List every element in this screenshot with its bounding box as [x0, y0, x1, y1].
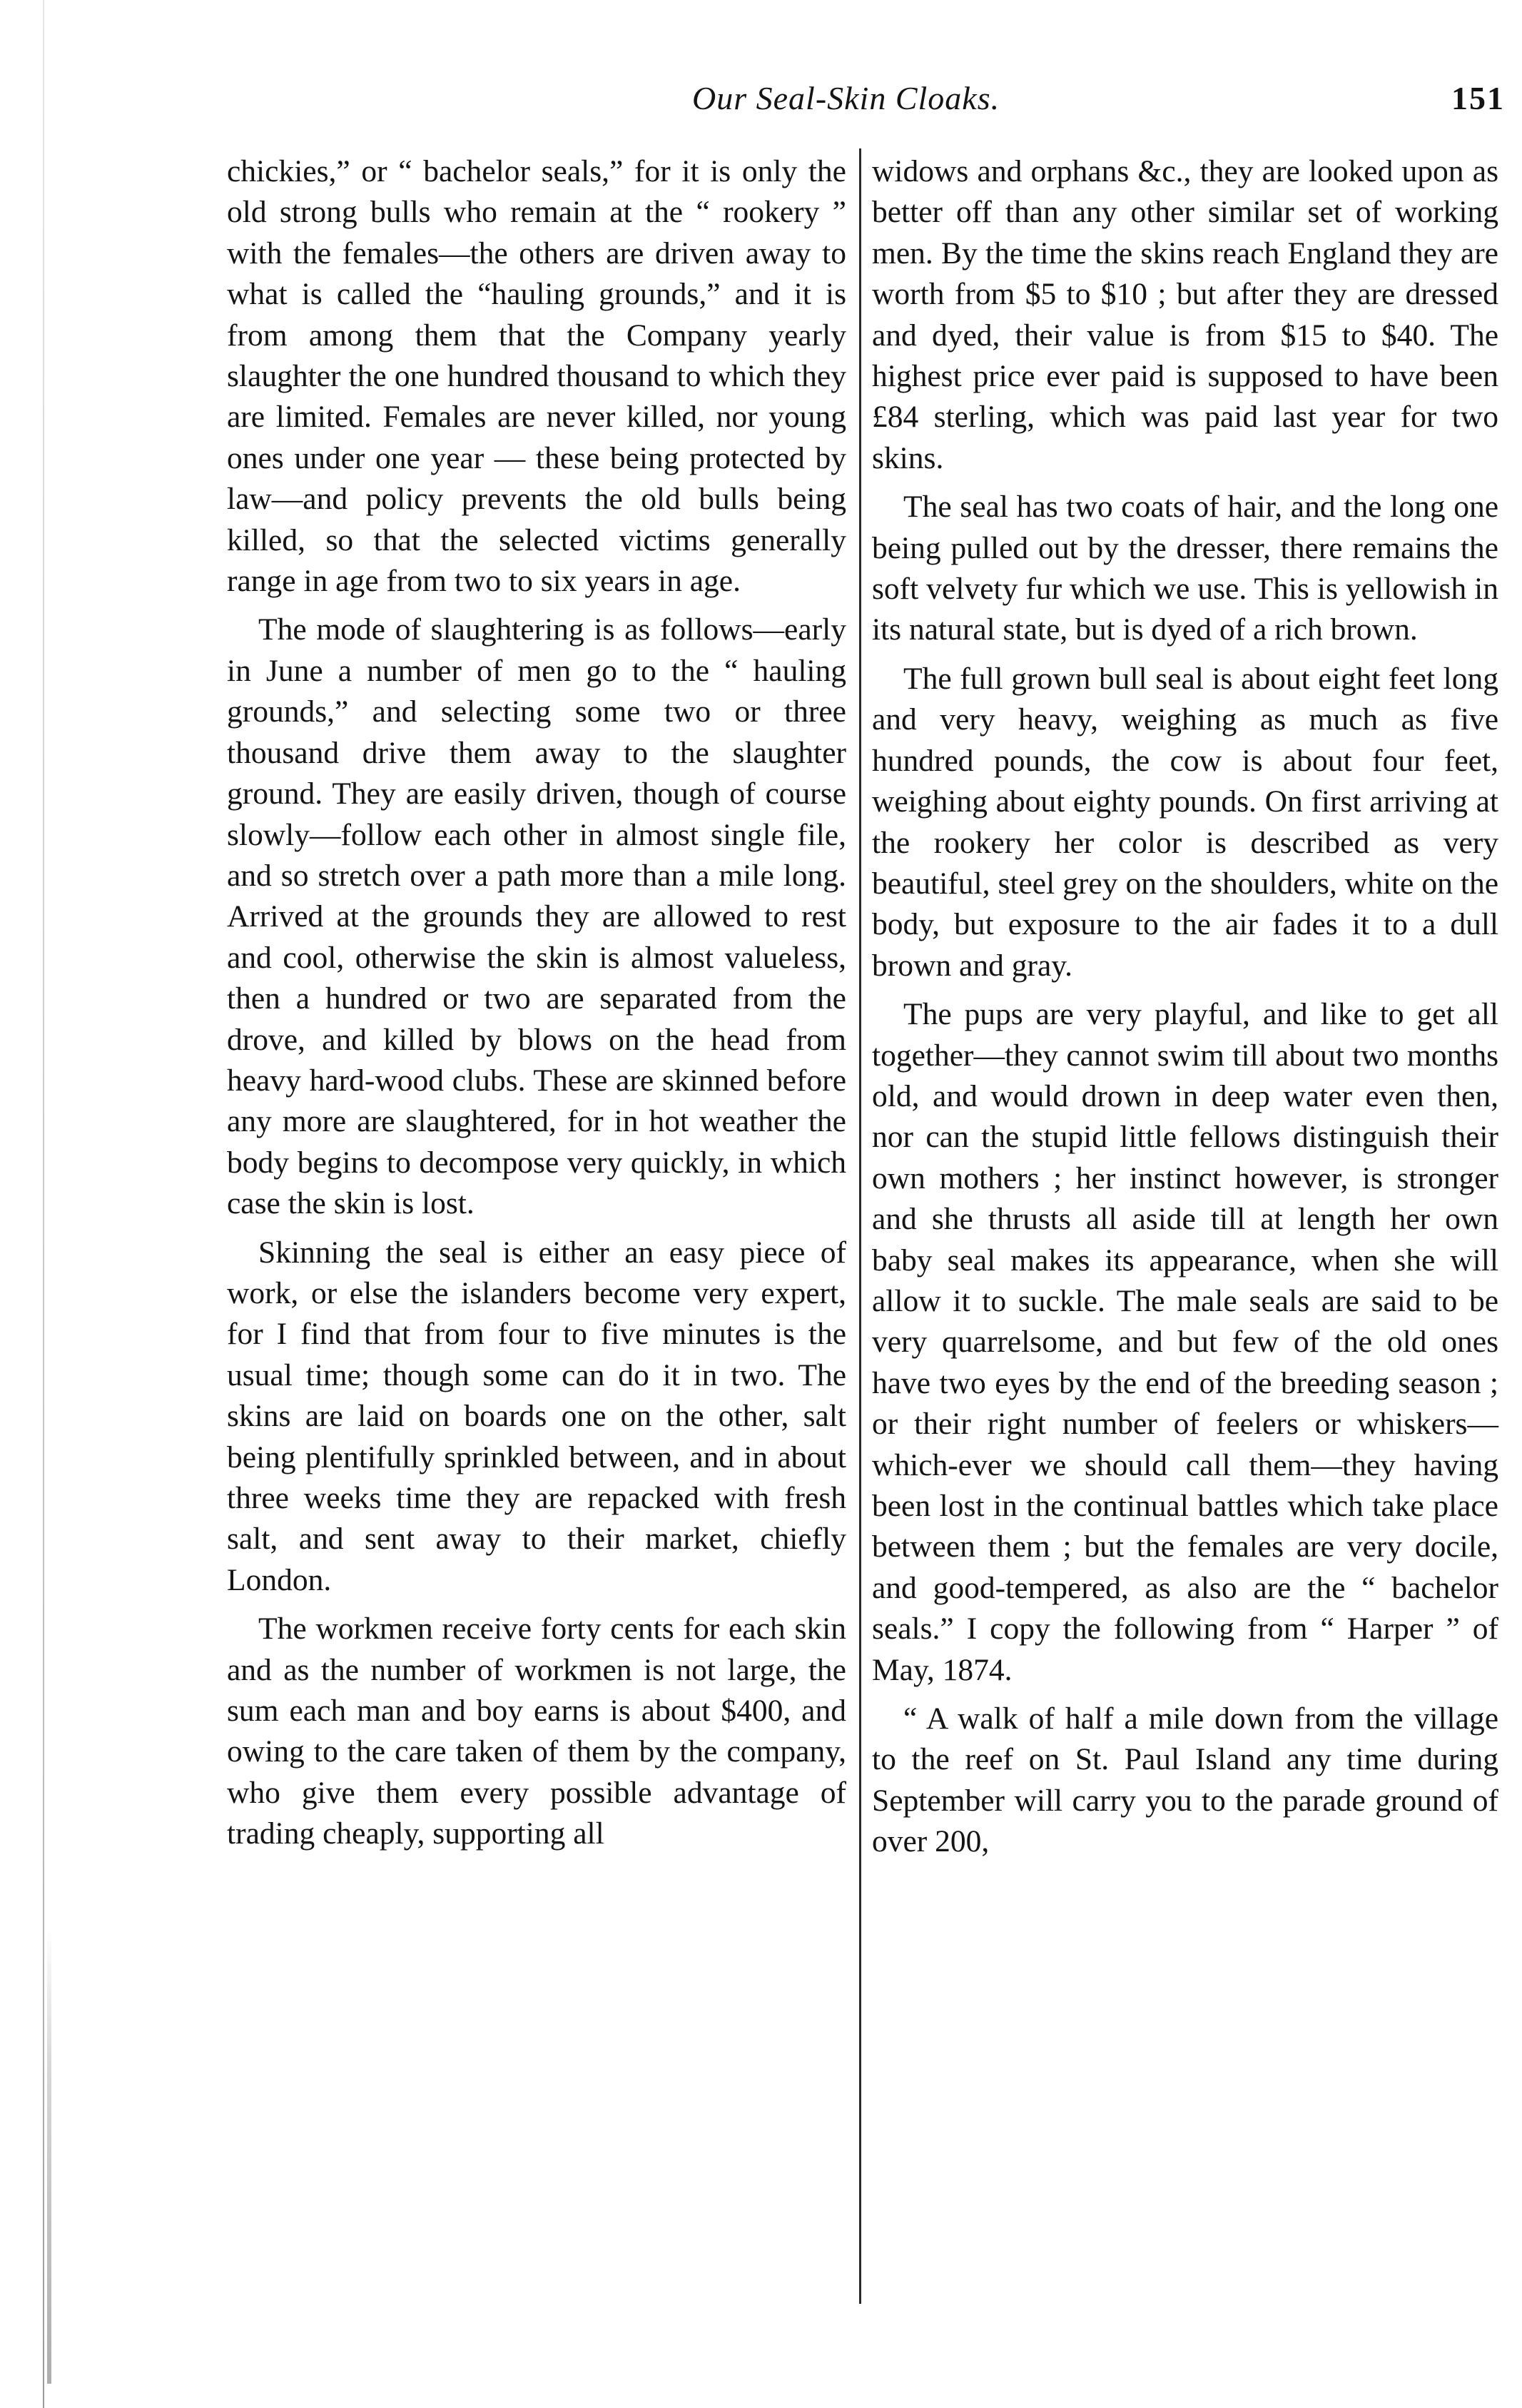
paragraph-harper-quote: “ A walk of half a mile down from the village to the reef on St. Paul Island any time during September will carry you to the parade ground of over 200,	[872, 1701, 1498, 1859]
paragraph-workmen: The workmen receive forty cents for each skin and as the number of workmen is not large, the sum each man and boy earns is about $400, and owing to the care taken of them by the company, who give them every possible advantage of trading cheaply, supporting all	[227, 1612, 846, 1851]
paragraph-skin-value: widows and orphans &c., they are looked upon as better off than any other similar set of working men. By the time the skins reach England they are worth from $5 to $10 ; but after they are dressed and dyed, their value is from $15 to $40. The highest price ever paid is supposed to have been £84 sterling, which was paid last year for two skins.	[872, 154, 1498, 475]
right-column	[872, 151, 1498, 1863]
paragraph-mode-of-slaughtering: The mode of slaughtering is as follows—early in June a number of men go to the “ hauling grounds,” and selecting some two or three thousand drive them away to the slaughter ground. They are easily driven, though of course slowly—follow each other in almost single file, and so stretch over a path more than a mile long. Arrived at the grounds they are allowed to rest and cool, otherwise the skin is almost valueless, then a hundred or two are separated from the drove, and killed by blows on the head from heavy hard-wood clubs. These are skinned before any more are slaughtered, for in hot weather the body begins to decompose very quickly, in which case the skin is lost.	[227, 612, 846, 1221]
column-divider-rule	[859, 148, 861, 2304]
page-number: 151	[1451, 80, 1505, 116]
running-head	[0, 77, 1522, 120]
running-head-title: Our Seal-Skin Cloaks.	[692, 80, 1000, 116]
paragraph-two-coats: The seal has two coats of hair, and the long one being pulled out by the dresser, there remains the soft velvety fur which we use. This is yellowish in its natural state, but is dyed of a rich brown.	[872, 490, 1498, 647]
left-column	[227, 151, 846, 1855]
paragraph-bull-seal: The full grown bull seal is about eight feet long and very heavy, weighing as much as five hundred pounds, the cow is about four feet, weighing about eighty pounds. On first arriving at the rookery her color is described as very beautiful, steel grey on the shoulders, white on the body, but exposure to the air fades it to a dull brown and gray.	[872, 661, 1498, 983]
paragraph-pups: The pups are very playful, and like to get all together—they cannot swim till about two months old, and would drown in deep water even then, nor can the stupid little fellows distinguish their own mothers ; her instinct however, is stronger and she thrusts all aside till at length her own baby seal makes its appearance, when she will allow it to suckle. The male seals are said to be very quarrelsome, and but few of the old ones have two eyes by the end of the breeding season ; or their right number of feelers or whiskers—which-ever we should call them—they having been lost in the continual battles which take place between them ; but the females are very docile, and good-tempered, as also are the “ bachelor seals.” I copy the following from “ Harper ” of May, 1874.	[872, 997, 1498, 1687]
paragraph-continued: chickies,” or “ bachelor seals,” for it is only the old strong bulls who remain at the “ rookery ” with the females—the others are driven away to what is called the “hauling grounds,” and it is from among them that the Company yearly slaughter the one hundred thousand to which they are limited. Females are never killed, nor young ones under one year — these being protected by law—and policy prevents the old bulls being killed, so that the selected victims generally range in age from two to six years in age.	[227, 154, 846, 599]
scan-margin-shadow	[47, 1927, 51, 2384]
paragraph-skinning: Skinning the seal is either an easy piece of work, or else the islanders become very expert, for I find that from four to five minutes is the usual time; though some can do it in two. The skins are laid on boards one on the other, salt being plentifully sprinkled between, and in about three weeks time they are repacked with fresh salt, and sent away to their market, chiefly London.	[227, 1235, 846, 1597]
scan-page-edge	[43, 0, 44, 2408]
